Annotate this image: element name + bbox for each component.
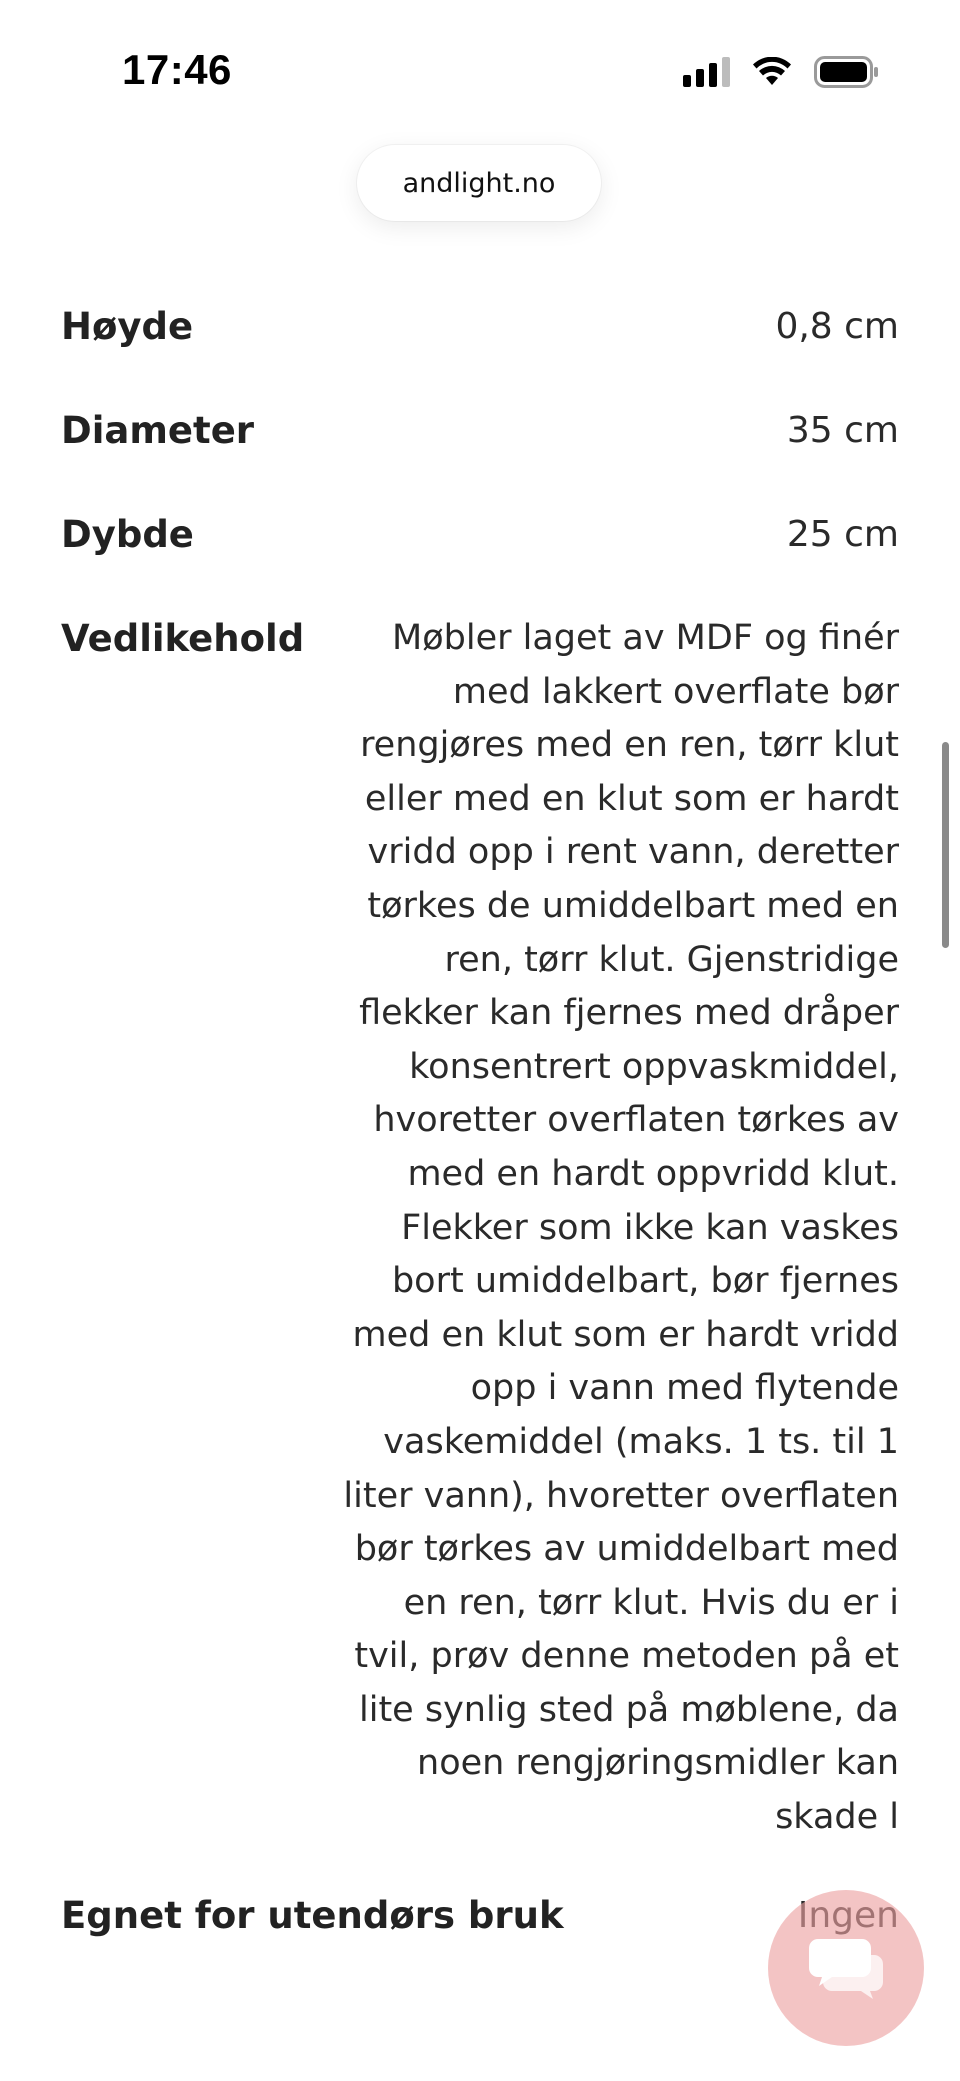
status-icons (683, 54, 880, 90)
spec-row-vedlikehold (61, 612, 899, 1845)
spec-label: Egnet for utendørs bruk (61, 1893, 564, 1937)
status-time: 17:46 (122, 46, 232, 93)
spec-value: 25 cm (786, 514, 899, 555)
wifi-icon (752, 57, 792, 87)
spec-value: 0,8 cm (775, 306, 899, 347)
spec-row-dybde (61, 508, 899, 562)
spec-value-maintenance: Møbler laget av MDF og finér med lakkert overflate bør rengjøres med en ren, tørr klut eller med en klut som er hardt vridd opp i rent vann, deretter tørkes de umiddelbart med en ren, tørr klut. Gjenstridige flekker kan fjernes med dråper konsentrert oppvaskmiddel, hvoretter overflaten tørkes av med en hardt oppvridd klut. Flekker som ikke kan vaskes bort umiddelbart, bør fjernes med en klut som er hardt vridd opp i vann med flytende vaskemiddel (maks. 1 ts. til 1 liter vann), hvoretter overflaten bør tørkes av umiddelbart med en ren, tørr klut. Hvis du er i tvil, prøv denne metoden på et lite synlig sted på møblene, da noen rengjøringsmidler kan skade l (343, 618, 899, 1838)
spec-row-diameter (61, 404, 899, 458)
status-bar (0, 0, 960, 140)
chat-button[interactable] (768, 1890, 924, 2046)
spec-label: Vedlikehold (61, 617, 305, 660)
url-bar[interactable] (357, 145, 601, 221)
spec-label: Høyde (61, 305, 194, 348)
spec-value: 35 cm (786, 410, 899, 451)
battery-icon (814, 56, 880, 88)
spec-row-utendors (61, 1889, 899, 1943)
scrollbar[interactable] (942, 742, 949, 948)
spec-table (61, 300, 899, 1993)
cellular-signal-icon (683, 57, 730, 87)
spec-label: Diameter (61, 409, 255, 452)
spec-row-hoyde (61, 300, 899, 354)
chat-bubbles-icon (806, 1935, 886, 2001)
url-text: andlight.no (402, 167, 556, 199)
spec-label: Dybde (61, 513, 194, 556)
